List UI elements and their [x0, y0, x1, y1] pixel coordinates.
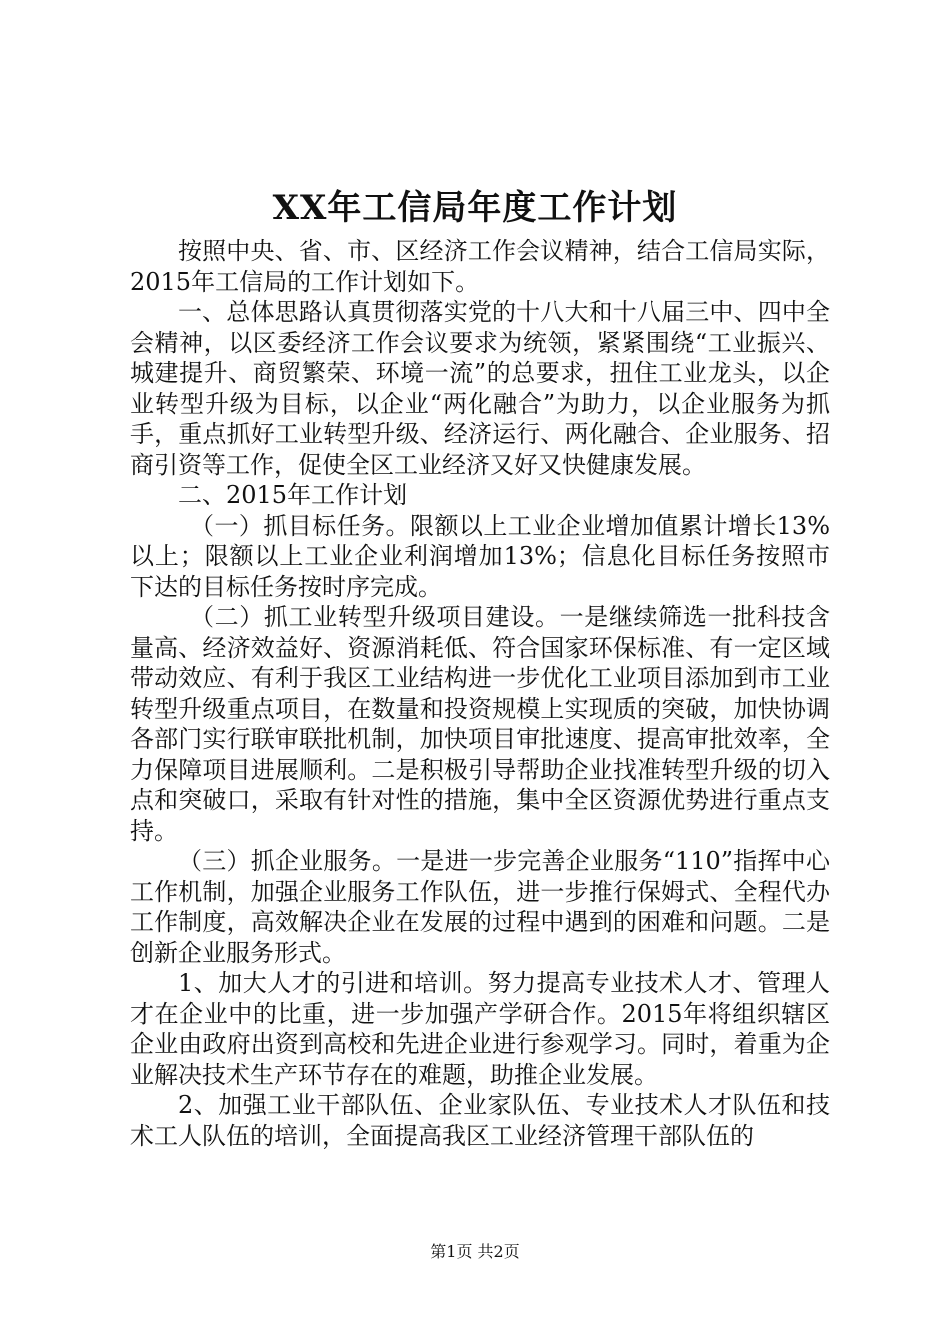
paragraph-transformation-projects: （二）抓工业转型升级项目建设。一是继续筛选一批科技含量高、经济效益好、资源消耗低、符合国家环保标准、有一定区域带动效应、有利于我区工业结构进一步优化工业项目添加到市工业转型升级重点项目，在数量和投资规模上实现质的突破，加快协调各部门实行联审联批机制，加快项目审批速度、提高审批效率，全力保障项目进展顺利。二是积极引导帮助企业找准转型升级的切入点和突破口，采取有针对性的措施，集中全区资源优势进行重点支持。 [130, 603, 830, 845]
paragraph-training: 2、加强工业干部队伍、企业家队伍、专业技术人才队伍和技术工人队伍的培训，全面提高我区工业经济管理干部队伍的 [130, 1091, 830, 1150]
paragraph-enterprise-service: （三）抓企业服务。一是进一步完善企业服务“110”指挥中心工作机制，加强企业服务工作队伍，进一步推行保姆式、全程代办工作制度，高效解决企业在发展的过程中遇到的困难和问题。二是创新企业服务形式。 [130, 847, 830, 967]
paragraph-talent: 1、加大人才的引进和培训。努力提高专业技术人才、管理人才在企业中的比重，进一步加强产学研合作。2015年将组织辖区企业由政府出资到高校和先进企业进行参观学习。同时，着重为企业解决技术生产环节存在的难题，助推企业发展。 [130, 969, 830, 1089]
paragraph-intro: 按照中央、省、市、区经济工作会议精神，结合工信局实际，2015年工信局的工作计划如下。 [130, 237, 830, 296]
document-body [130, 236, 830, 1151]
paragraph-targets: （一）抓目标任务。限额以上工业企业增加值累计增长13%以上；限额以上工业企业利润增加13%；信息化目标任务按照市下达的目标任务按时序完成。 [130, 511, 830, 601]
paragraph-plan-heading: 二、2015年工作计划 [178, 481, 408, 509]
page-number-footer: 第1页 共2页 [430, 1242, 520, 1261]
document-title: XX年工信局年度工作计划 [272, 188, 678, 228]
paragraph-overall-approach: 一、总体思路认真贯彻落实党的十八大和十八届三中、四中全会精神，以区委经济工作会议要求为统领，紧紧围绕“工业振兴、城建提升、商贸繁荣、环境一流”的总要求，扭住工业龙头，以企业转型升级为目标，以企业“两化融合”为助力，以企业服务为抓手，重点抓好工业转型升级、经济运行、两化融合、企业服务、招商引资等工作，促使全区工业经济又好又快健康发展。 [130, 298, 830, 479]
